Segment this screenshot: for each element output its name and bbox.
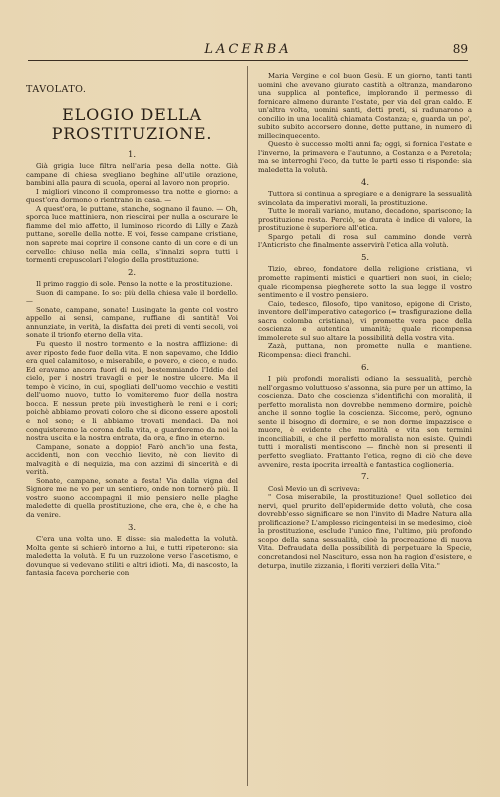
right-column — [258, 72, 472, 570]
section-number: 7. — [360, 472, 370, 483]
paragraph: Il primo raggio di sole. Penso la notte e la prostituzione. — [36, 280, 233, 289]
paragraph: Tizio, ebreo, fondatore della religione cristiana, vi promette rapimenti mistici e quartieri non suoi, in cielo; quale ricompensa piegherete sotto la sua legge il vostro sentimento e il vostro pensiero. — [258, 265, 472, 300]
paragraph: Questo è successo molti anni fa; oggi, si fornica l'estate e l'inverno, la primavera e l'autunno, a Costanza e a Peretola; ma se interroghi l'eco, da tutte le parti esso ti risponde: sia maledetta la volutà. — [258, 140, 472, 175]
section-number: 3. — [127, 522, 137, 533]
title-line-2: PROSTITUZIONE. — [51, 123, 213, 143]
paragraph: Fu questo il nostro tormento e la nostra afflizione: di aver riposto fede fuor della vita. E non sapevamo, che Iddio era quel calamitoso, e miserabile, e povero, e cieco, e nudo. Ed eravamo ancora fuori di noi, bestemmiando l'Iddio del cielo, per i nostri travagli e per le nostre ulcere. Ma il tempo è vicino, in cui, spogliati dell'uomo vecchio e vestiti dell'uomo nuovo, tutto lo vomiteremo fuor della nostra bocca. E nessun prete più investigherà le reni e i cori; poichè abbiamo provati coloro che si dicono essere apostoli e nol sono; e li abbiamo trovati mendaci. Da noi conquisteremo la corona della vita, e guarderemo da noi la nostra uscita e la nostra entrata, da ora, e fino in eterno. — [26, 340, 238, 443]
author-name: TAVOLATO. — [26, 84, 87, 95]
column-divider — [247, 66, 248, 786]
paragraph: Suon di campane. Io so: più della chiesa vale il bordello. — — [26, 288, 238, 306]
paragraph: C'era una volta uno. E disse: sia maledetta la volutà. Molta gente si schierò intorno a lui, e tutti ripeterono: sia maledetta la volutà. E fu un ruzzolone verso l'ascetismo, e dovunque si vedevano stiliti e altri idioti. Ma, di nascosto, la fantasia faceva porcherie con — [26, 535, 238, 578]
section-number: 2. — [127, 267, 137, 278]
title-line-1: ELOGIO DELLA — [62, 104, 202, 124]
page-number: 89 — [452, 42, 468, 56]
page-header — [28, 40, 468, 61]
paragraph: Tutte le morali variano, mutano, decadono, spariscono; la prostituzione resta. Perciò, se durata è indice di valore, la prostituzione è superiore all'etica. — [258, 207, 472, 233]
article-title — [26, 105, 238, 143]
paragraph: Così Mevio un dì scriveva: — [268, 484, 360, 493]
paragraph: Maria Vergine e col buon Gesù. E un giorno, tanti tanti uomini che avevano giurato castità a oltranza, mandarono una supplica al pontefice, implorando il permesso di fornicare almeno durante l'estate, per via del gran caldo. E un'altra volta, uomini santi, detti preti, si radunarono a concilio in una località chiamata Costanza; e, guarda un po', subito subito accorsero donne, dette puttane, in numero di millecinquecento. — [258, 72, 472, 140]
paragraph: Tuttora si continua a spregiare e a denigrare la sessualità svincolata da imperativi morali, la prostituzione. — [258, 190, 472, 207]
paragraph: Campane, sonate a doppio! Farò anch'io una festa, accidenti, non con vecchio lievito, nè con lievito di malvagità e di nequizia, ma con azzimi di sincerità e di verità. — [26, 442, 238, 477]
section-number: 4. — [360, 177, 370, 188]
paragraph: Sonate, campane, sonate a festa! Via dalla vigna del Signore me ne vo per un sentiero, onde non tornerò più. Il vostro suono accompagni il mio pensiero nelle plaghe maledette di quella prostituzione, che era, che è, e che ha da venire. — [26, 476, 238, 519]
paragraph: Caio, tedesco, filosofo, tipo vanitoso, epigone di Cristo, inventore dell'imperativo categorico (= trasfigurazione della sacra colomba cristiana), vi promette vera pace della coscienza e autentica umanità; quale ricompensa immolerete sul suo altare la possibilità della vostra vita. — [258, 299, 472, 342]
paragraph: Già grigia luce filtra nell'aria pesa della notte. Già campane di chiesa svegliano beghine all'utile orazione, bambini alla paura di scuola, operai al lavoro non proprio. — [26, 162, 238, 188]
section-number: 6. — [360, 362, 370, 373]
paragraph: I migliori vincono il compromesso tra notte e giorno: a quest'ora dormono o rientrano in casa. — — [26, 187, 238, 205]
paragraph: I più profondi moralisti odiano la sessualità, perchè nell'orgasmo voluttuoso s'assonna, sia pure per un attimo, la coscienza. Dato che coscienza s'identifichi con moralità, il perfetto moralista non dovrebbe nemmeno dormire, poichè anche il sonno toglie la coscienza. Siccome, però, ognuno sente il bisogno di dormire, e se non dorme impazzisce e muore, è evidente che moralità e vita son termini inconciliabili, e che il perfetto moralista non esiste. Quindi tutti i moralisti mentiscono — finchè non si presenti il perfetto svegliato. Frattanto l'etica, regno di ciò che deve avvenire, resta ipocrita irrealtà e fantastica coglioneria. — [258, 375, 472, 469]
paragraph: Spargo petali di rosa sul cammino donde verrà l'Anticristo che finalmente asservirà l'etica alla volutà. — [258, 232, 472, 250]
section-number: 1. — [127, 149, 137, 160]
paragraph: Zazà, puttana, non promette nulla e mantiene. Ricompensa: dieci franchi. — [258, 342, 472, 359]
masthead: LACERBA — [204, 42, 292, 57]
paragraph: Sonate, campane, sonate! Lusingate la gente col vostro appello ai sensi, campane, ruffiane di santità! Voi annunziate, in verità, la disfatta dei preti di venti secoli, voi sonate il trionfo eterno della vita. — [26, 305, 238, 340]
left-column — [26, 72, 238, 578]
paragraph: A quest'ora, le puttane, stanche, sognano il fauno. — Oh, sporca luce mattiniera, non riescirai per nulla a oscurare le fiamme del mio affetto, il luminoso ricordo di Lilly e Zazà puttane, sorelle della notte. E voi, fesse campane cristiane, non saprete mai coprire il consone canto di un core e di un cervello: chiuso nella mia cella, s'innalzi sopra tutti i tormenti crepuscolari l'elogio della prostituzione. — [26, 204, 238, 265]
paragraph: " Cosa miserabile, la prostituzione! Quel solletico dei nervi, quel prurito dell'epidermide detto volutà, che cosa dovrebb'esso significare se non l'invito di Madre Natura alla prolificazione? L'amplesso ricingenteisi in se medesimo, cioè la prostituzione, esclude l'unico fine, l'ultimo, più profondo scopo della sana sessualità, cioè la procreazione di nuova Vita. Defraudata della possibilità di perpetuare la Specie, concretandosi nel Nascituro, essa non ha ragion d'esistere, e deturpa, inutile zizzania, i floriti verzieri della Vita." — [258, 493, 472, 570]
section-number: 5. — [360, 252, 370, 263]
